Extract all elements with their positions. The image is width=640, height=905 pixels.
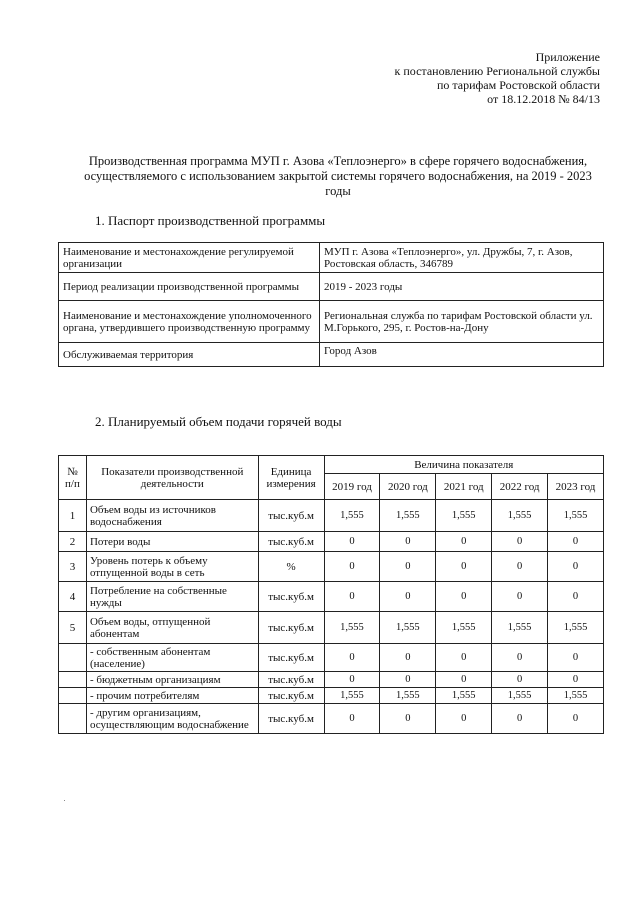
passport-value: Региональная служба по тарифам Ростовской области ул. М.Горького, 295, г. Ростов-на-Дону <box>320 301 604 343</box>
table-row <box>59 672 604 688</box>
row-value: 0 <box>492 552 548 582</box>
row-value: 0 <box>548 672 604 688</box>
document-title <box>58 154 618 199</box>
row-num <box>59 644 87 672</box>
table-header-row <box>59 456 604 474</box>
row-unit: тыс.куб.м <box>258 500 324 532</box>
row-value: 1,555 <box>436 688 492 704</box>
table-row <box>59 552 604 582</box>
row-value: 1,555 <box>548 500 604 532</box>
row-value: 0 <box>324 532 380 552</box>
header-year: 2023 год <box>548 474 604 500</box>
row-value: 0 <box>548 532 604 552</box>
table-row <box>59 343 604 367</box>
row-value: 1,555 <box>548 688 604 704</box>
row-num: 4 <box>59 582 87 612</box>
table-row <box>59 301 604 343</box>
section-2-heading: 2. Планируемый объем подачи горячей воды <box>95 414 342 429</box>
row-indicator: Уровень потерь к объему отпущенной воды в сеть <box>86 552 258 582</box>
row-value: 0 <box>548 552 604 582</box>
table-row <box>59 612 604 644</box>
row-value: 0 <box>380 644 436 672</box>
row-value: 1,555 <box>492 500 548 532</box>
row-value: 0 <box>380 672 436 688</box>
table-row <box>59 500 604 532</box>
table-row <box>59 688 604 704</box>
title-line: Производственная программа МУП г. Азова «Теплоэнерго» в сфере горячего водоснабжения, <box>88 154 588 168</box>
row-value: 0 <box>436 704 492 734</box>
header-value: Величина показателя <box>324 456 603 474</box>
passport-label: Наименование и местонахождение регулируемой организации <box>59 243 320 273</box>
row-unit: тыс.куб.м <box>258 532 324 552</box>
passport-value: 2019 - 2023 годы <box>320 273 604 301</box>
row-value: 1,555 <box>324 688 380 704</box>
row-value: 1,555 <box>436 612 492 644</box>
row-value: 0 <box>380 532 436 552</box>
table-row <box>59 273 604 301</box>
row-value: 0 <box>492 532 548 552</box>
row-value: 0 <box>548 644 604 672</box>
row-value: 0 <box>548 704 604 734</box>
row-indicator: - собственным абонентам (население) <box>86 644 258 672</box>
row-indicator: - другим организациям, осуществляющим водоснабжение <box>86 704 258 734</box>
passport-label: Период реализации производственной программы <box>59 273 320 301</box>
row-unit: тыс.куб.м <box>258 644 324 672</box>
title-line: осуществляемого с использованием закрытой системы горячего водоснабжения, на 2019 - 2023 <box>84 169 592 183</box>
row-value: 0 <box>548 582 604 612</box>
row-num: 3 <box>59 552 87 582</box>
row-num <box>59 672 87 688</box>
row-value: 1,555 <box>436 500 492 532</box>
passport-table <box>58 242 604 367</box>
row-value: 0 <box>380 704 436 734</box>
row-value: 1,555 <box>492 688 548 704</box>
row-indicator: Объем воды, отпущенной абонентам <box>86 612 258 644</box>
row-value: 1,555 <box>380 500 436 532</box>
row-unit: % <box>258 552 324 582</box>
row-value: 1,555 <box>548 612 604 644</box>
section-1-heading: 1. Паспорт производственной программы <box>95 213 326 228</box>
row-value: 0 <box>380 552 436 582</box>
table-row <box>59 582 604 612</box>
row-unit: тыс.куб.м <box>258 704 324 734</box>
row-indicator: Потребление на собственные нужды <box>86 582 258 612</box>
passport-value: Город Азов <box>320 343 604 367</box>
row-num: 1 <box>59 500 87 532</box>
volume-table <box>58 455 604 734</box>
row-value: 0 <box>436 644 492 672</box>
row-num <box>59 688 87 704</box>
passport-label: Наименование и местонахождение уполномоченного органа, утвердившего производственную программу <box>59 301 320 343</box>
row-unit: тыс.куб.м <box>258 582 324 612</box>
row-unit: тыс.куб.м <box>258 672 324 688</box>
header-year: 2020 год <box>380 474 436 500</box>
margin-mark <box>64 800 65 801</box>
appendix-line: по тарифам Ростовской области <box>436 78 600 92</box>
row-value: 1,555 <box>492 612 548 644</box>
row-indicator: - бюджетным организациям <box>86 672 258 688</box>
row-value: 1,555 <box>324 500 380 532</box>
row-indicator: Потери воды <box>86 532 258 552</box>
table-row <box>59 644 604 672</box>
volume-table-body <box>59 500 604 734</box>
header-year: 2021 год <box>436 474 492 500</box>
row-value: 0 <box>436 582 492 612</box>
row-indicator: - прочим потребителям <box>86 688 258 704</box>
row-value: 0 <box>324 672 380 688</box>
row-value: 0 <box>436 552 492 582</box>
row-value: 0 <box>492 704 548 734</box>
row-value: 0 <box>436 532 492 552</box>
row-value: 1,555 <box>324 612 380 644</box>
row-value: 0 <box>324 552 380 582</box>
row-value: 0 <box>492 672 548 688</box>
row-unit: тыс.куб.м <box>258 612 324 644</box>
row-value: 0 <box>324 704 380 734</box>
appendix-header <box>395 50 600 106</box>
row-value: 0 <box>492 644 548 672</box>
row-unit: тыс.куб.м <box>258 688 324 704</box>
table-row <box>59 243 604 273</box>
header-unit: Единица измерения <box>258 456 324 500</box>
row-num: 2 <box>59 532 87 552</box>
table-row <box>59 532 604 552</box>
row-value: 1,555 <box>380 688 436 704</box>
passport-label: Обслуживаемая территория <box>59 343 320 367</box>
appendix-line: к постановлению Региональной службы <box>394 64 600 78</box>
row-value: 0 <box>324 582 380 612</box>
passport-value: МУП г. Азова «Теплоэнерго», ул. Дружбы, 7, г. Азов, Ростовская область, 346789 <box>320 243 604 273</box>
header-num: № п/п <box>59 456 87 500</box>
row-num <box>59 704 87 734</box>
row-num: 5 <box>59 612 87 644</box>
row-value: 0 <box>380 582 436 612</box>
row-value: 1,555 <box>380 612 436 644</box>
row-value: 0 <box>492 582 548 612</box>
table-row <box>59 704 604 734</box>
row-value: 0 <box>436 672 492 688</box>
appendix-line: Приложение <box>535 50 600 64</box>
header-year: 2022 год <box>492 474 548 500</box>
header-year: 2019 год <box>324 474 380 500</box>
row-value: 0 <box>324 644 380 672</box>
header-indicator: Показатели производственной деятельности <box>86 456 258 500</box>
title-line: годы <box>325 184 351 198</box>
row-indicator: Объем воды из источников водоснабжения <box>86 500 258 532</box>
appendix-date-line: от 18.12.2018 № 84/13 <box>487 92 600 106</box>
